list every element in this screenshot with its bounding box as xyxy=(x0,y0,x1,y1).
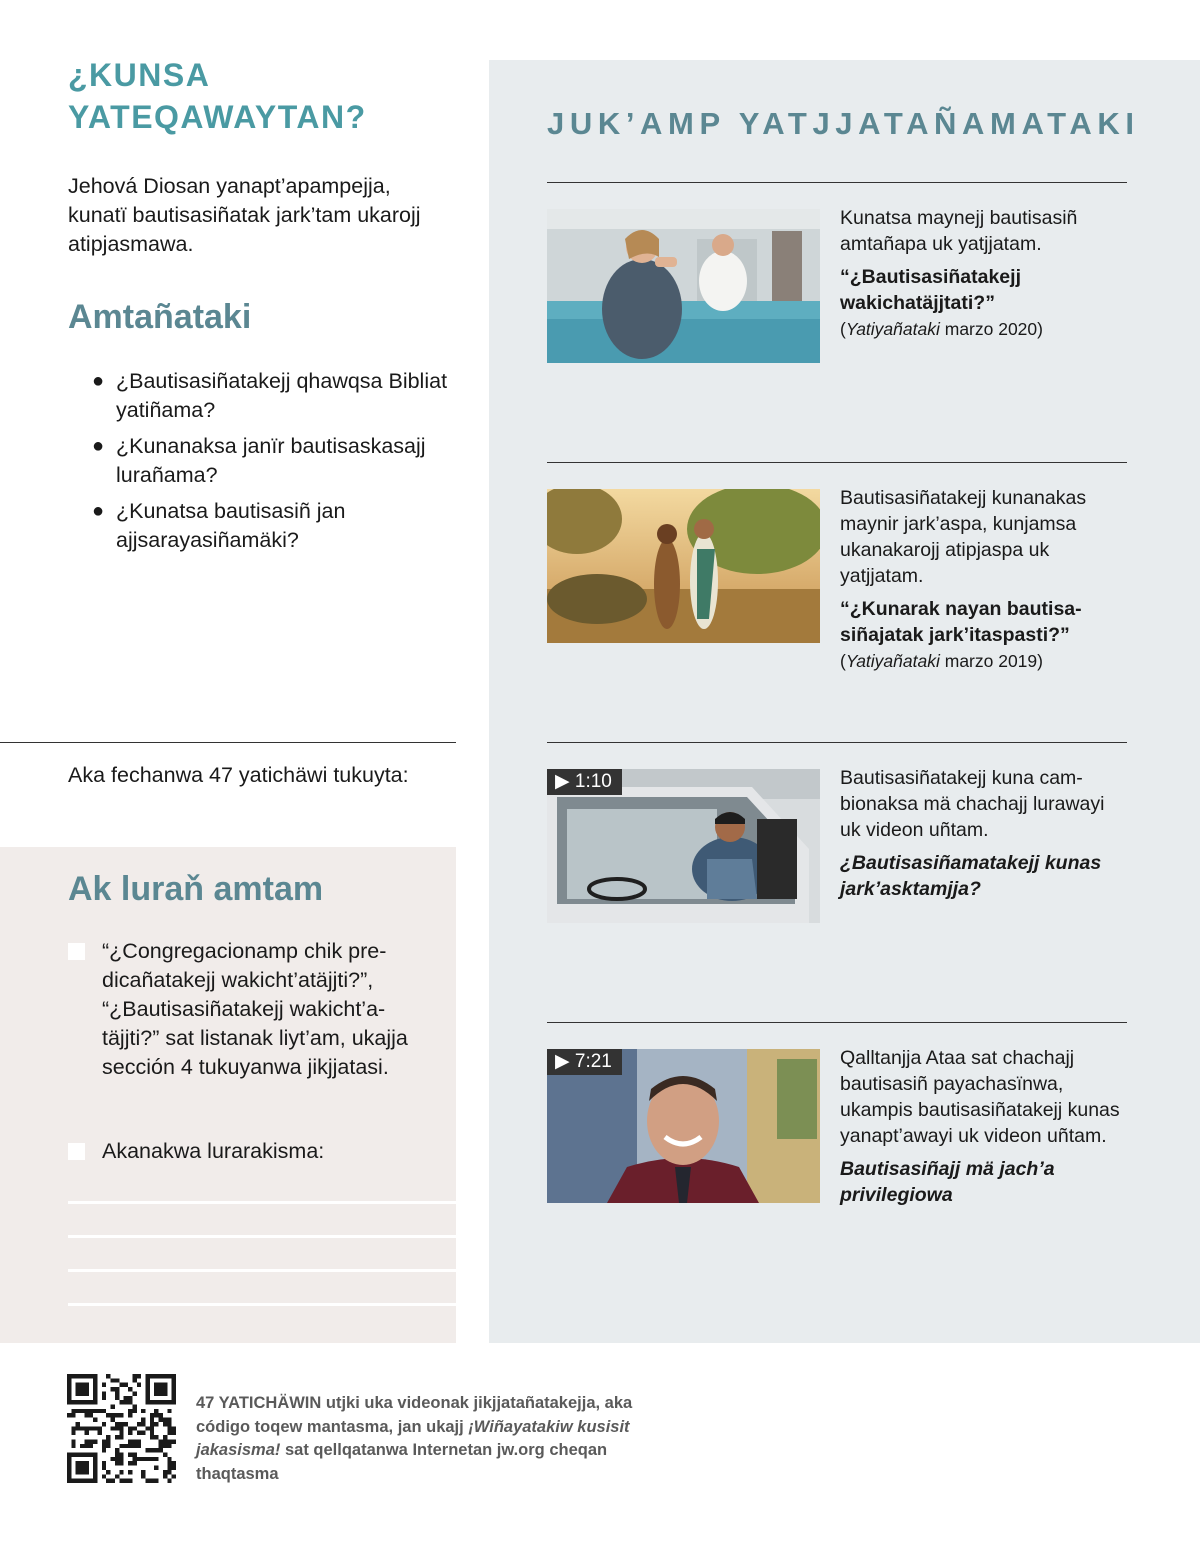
question-item xyxy=(92,367,462,425)
divider xyxy=(0,742,456,743)
summary-text: Jehová Diosan yanapt’apampejja, kunatï bautisasiñatak jark’tam ukarojj atipjasmawa. xyxy=(68,174,421,256)
study-item-description: Bautisasiñatakejj kunanakas maynir jark’aspa, kunjamsa ukanakarojj atipjaspa uk yatjjatam. xyxy=(840,487,1087,587)
study-item xyxy=(840,765,1130,902)
divider xyxy=(547,182,1127,183)
study-item xyxy=(840,485,1130,674)
study-item-description: Kunatsa maynejj bautisasiñ amtañapa uk yatjjatam. xyxy=(840,207,1078,255)
philip-and-eunuch-painting[interactable] xyxy=(547,489,820,643)
question-item xyxy=(92,497,462,555)
summary-title: ¿KUNSA YATEQAWAYTAN? xyxy=(68,57,367,135)
bullet-icon: ● xyxy=(92,370,105,392)
footer-instructions: 47 YATICHÄWIN utjki uka videonak jikjjatañatakejja, aka código toqew mantasma, jan ukajj ¡Wiñayatakiw kusisit jakasisma! sat qellqatanwa Internetan jw.org cheqan thaqtasma xyxy=(196,1394,633,1483)
video-duration-badge: ▶ 1:10 xyxy=(547,769,622,795)
bullet-icon: ● xyxy=(92,500,105,522)
painting-image xyxy=(547,489,820,643)
writing-line[interactable] xyxy=(68,1303,456,1306)
further-study-title: JUK’AMP YATJJATAÑAMATAKI xyxy=(547,106,1140,141)
study-item xyxy=(840,205,1130,342)
writing-line[interactable] xyxy=(68,1201,456,1204)
goal-text: “¿Congregacionamp chik predicañatakejj wakicht’atäjjti?”, “¿Bautisasiñatakejj wakicht’atäjjti?” sat listanak liyt’am, ukajja sección 4 tukuyanwa jikjjatasi. xyxy=(102,939,408,1079)
man-driving-car-video[interactable] xyxy=(547,769,820,923)
article-source: (Yatiyañataki marzo 2020) xyxy=(840,319,1043,339)
bullet-icon: ● xyxy=(92,435,105,457)
goal-checkbox[interactable] xyxy=(68,943,85,960)
article-link[interactable]: “¿Bautisasiñatakejj wakichatäjjtati?” xyxy=(840,266,1021,314)
qr-code-graphic xyxy=(67,1374,176,1483)
smiling-man-video[interactable] xyxy=(547,1049,820,1203)
writing-line[interactable] xyxy=(68,1235,456,1238)
study-item xyxy=(840,1045,1130,1208)
study-item-description: Bautisasiñatakejj kuna cambionaksa mä chachajj lurawayi uk videon uñtam. xyxy=(840,767,1105,841)
video-duration-badge: ▶ 7:21 xyxy=(547,1049,622,1075)
baptism-pool-image xyxy=(547,209,820,363)
goal-checkbox[interactable] xyxy=(68,1143,85,1160)
question-item xyxy=(92,432,462,490)
baptism-pool-photo[interactable] xyxy=(547,209,820,363)
qr-code-icon[interactable] xyxy=(67,1374,176,1483)
question-text: ¿Kunatsa bautisasiñ jan ajjsarayasiñamäki? xyxy=(116,499,346,552)
goal-item xyxy=(68,937,428,1082)
question-text: ¿Bautisasiñatakejj qhawqsa Bibliat yatiñama? xyxy=(116,369,448,422)
study-item-description: Qalltanjja Ataa sat chachajj bautisasiñ payachasïnwa, ukampis bautisasiñatakejj kunas yanapt’awayi uk videon uñtam. xyxy=(840,1047,1120,1147)
goal-text: Akanakwa lurarakisma: xyxy=(102,1139,325,1163)
video-link[interactable]: ¿Bautisasiñamatakejj kunas jark’asktamjja? xyxy=(840,852,1102,900)
question-text: ¿Kunanaksa janïr bautisaskasajj lurañama? xyxy=(116,434,426,487)
article-link[interactable]: “¿Kunarak nayan bautisasiñajatak jark’itaspasti?” xyxy=(840,598,1082,646)
video-link[interactable]: Bautisasiñajj mä jach’a privilegiowa xyxy=(840,1158,1055,1206)
writing-line[interactable] xyxy=(68,1269,456,1272)
question-list xyxy=(92,367,462,562)
goal-item xyxy=(68,1137,428,1166)
divider xyxy=(547,742,1127,743)
divider xyxy=(547,1022,1127,1023)
goal-title: Ak luraň amtam xyxy=(68,870,324,908)
questions-title: Amtañataki xyxy=(68,298,252,336)
article-source: (Yatiyañataki marzo 2019) xyxy=(840,651,1043,671)
due-date-label: Aka fechanwa 47 yatichäwi tukuyta: xyxy=(68,763,409,787)
divider xyxy=(547,462,1127,463)
